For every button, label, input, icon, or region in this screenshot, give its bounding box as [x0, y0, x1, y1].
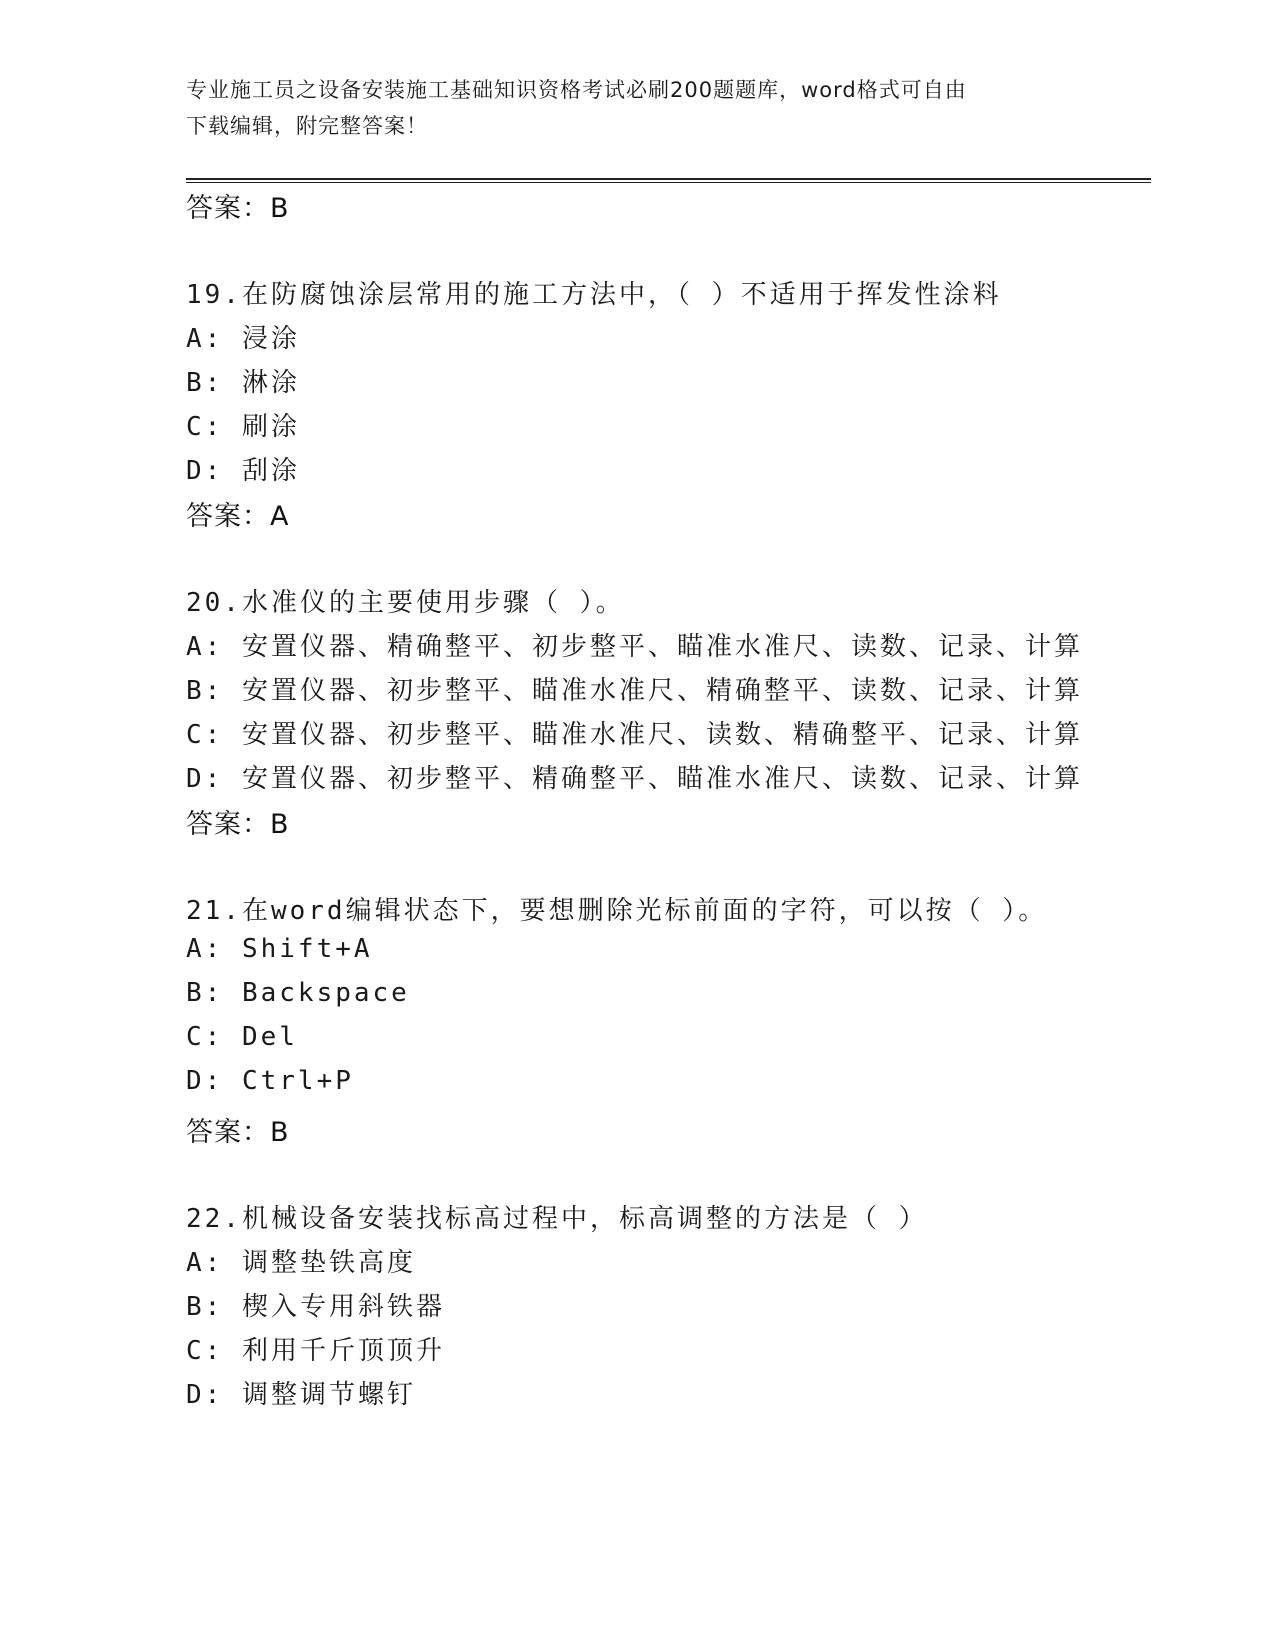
question-19-option-d: D: 刮涂	[186, 456, 300, 486]
question-20-option-b: B: 安置仪器、初步整平、瞄准水准尺、精确整平、读数、记录、计算	[186, 676, 1083, 706]
answer-q19: 答案：A	[186, 501, 290, 532]
question-20-option-a: A: 安置仪器、精确整平、初步整平、瞄准水准尺、读数、记录、计算	[186, 632, 1083, 662]
question-20-option-d: D: 安置仪器、初步整平、精确整平、瞄准水准尺、读数、记录、计算	[186, 764, 1083, 794]
question-19-stem: 19.在防腐蚀涂层常用的施工方法中，（ ）不适用于挥发性涂料	[186, 280, 1002, 310]
answer-q21: 答案：B	[186, 1117, 290, 1148]
question-19-option-b: B: 淋涂	[186, 368, 300, 398]
question-19-option-c: C: 刷涂	[186, 412, 300, 442]
question-19-option-a: A: 浸涂	[186, 324, 300, 354]
question-22-option-a: A: 调整垫铁高度	[186, 1248, 416, 1278]
question-22-option-b: B: 楔入专用斜铁器	[186, 1292, 445, 1322]
question-20-option-c: C: 安置仪器、初步整平、瞄准水准尺、读数、精确整平、记录、计算	[186, 720, 1083, 750]
question-22-option-c: C: 利用千斤顶顶升	[186, 1336, 445, 1366]
answer-q20: 答案：B	[186, 809, 290, 840]
document-header	[186, 72, 1076, 144]
question-22-option-d: D: 调整调节螺钉	[186, 1380, 416, 1410]
question-21-option-a: A: Shift+A	[186, 934, 373, 964]
question-21-option-b: B: Backspace	[186, 978, 410, 1008]
header-divider	[186, 178, 1151, 183]
header-line-1: 专业施工员之设备安装施工基础知识资格考试必刷200题题库，word格式可自由	[186, 78, 967, 102]
question-21-stem: 21.在word编辑状态下，要想删除光标前面的字符，可以按（ ）。	[186, 896, 1048, 926]
header-line-2: 下载编辑，附完整答案！	[186, 114, 428, 138]
question-20-stem: 20.水准仪的主要使用步骤（ ）。	[186, 588, 625, 618]
question-21-option-c: C: Del	[186, 1022, 298, 1052]
question-21-option-d: D: Ctrl+P	[186, 1066, 354, 1096]
answer-q18: 答案：B	[186, 193, 290, 224]
question-22-stem: 22.机械设备安装找标高过程中，标高调整的方法是（ ）	[186, 1204, 928, 1234]
